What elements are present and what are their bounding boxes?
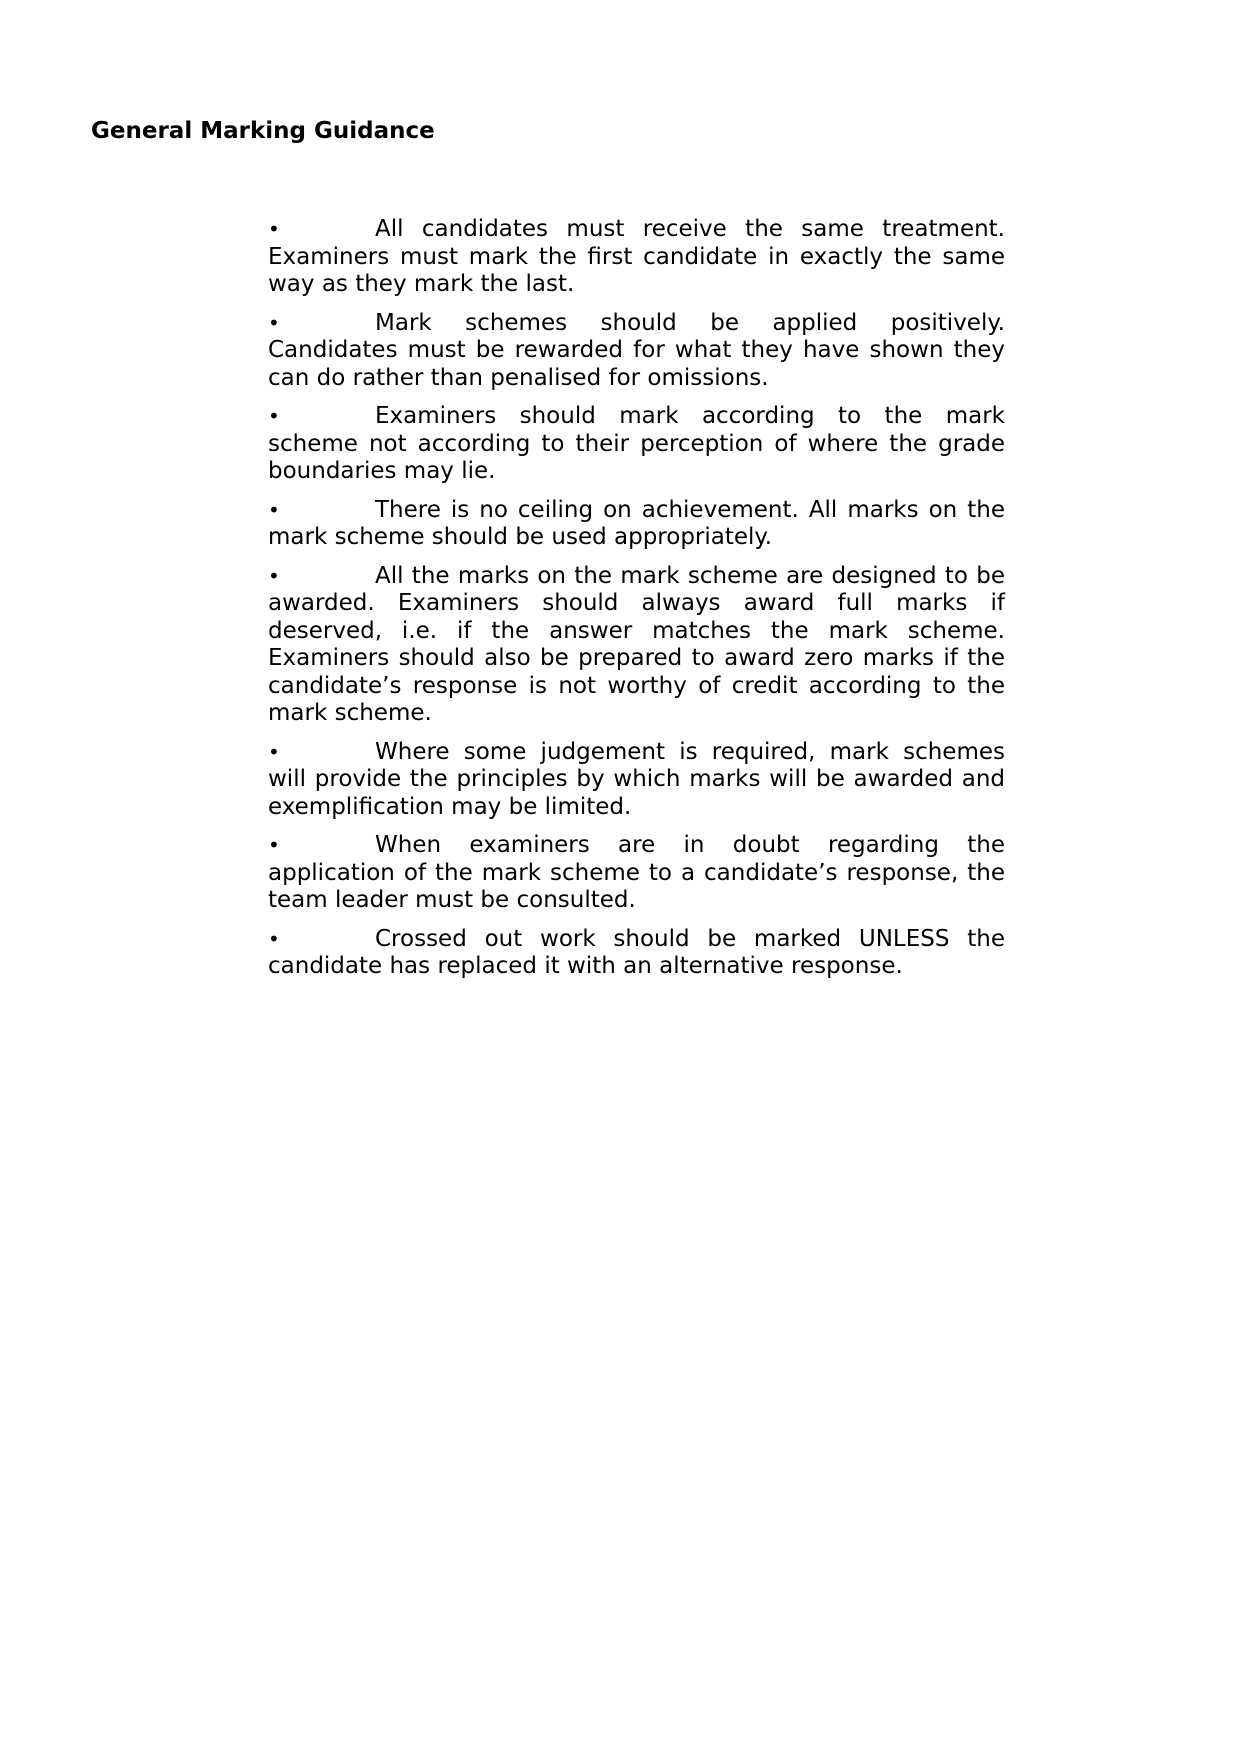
bullet-icon: • (268, 497, 280, 522)
bullet-icon: • (268, 833, 280, 857)
guidance-text: All candidates must receive the same treatment. Examiners must mark the first candidate in exactly the same way as they mark the last. (268, 216, 1005, 297)
guidance-text: Where some judgement is required, mark schemes will provide the principles by which marks will be awarded and exemplification may be limited. (268, 738, 1005, 820)
guidance-text: When examiners are in doubt regarding the application of the mark scheme to a candidate’s response, the team leader must be consulted. (268, 832, 1005, 913)
bullet-icon: • (268, 404, 280, 428)
bullet-icon: • (268, 926, 280, 951)
bullet-icon: • (268, 563, 280, 588)
guidance-text: There is no ceiling on achievement. All marks on the mark scheme should be used appropriately. (268, 496, 1005, 550)
bullet-icon: • (268, 310, 280, 335)
guidance-item (268, 739, 1005, 822)
guidance-item (268, 926, 1005, 981)
guidance-item (268, 403, 1005, 486)
guidance-text: Examiners should mark according to the mark scheme not according to their perception of where the grade boundaries may lie. (268, 403, 1005, 484)
guidance-text: All the marks on the mark scheme are designed to be awarded. Examiners should always award full marks if deserved, i.e. if the answer matches the mark scheme. Examiners should also be prepared to award zero marks if the candidate’s response is not worthy of credit according to the mark scheme. (268, 562, 1005, 726)
guidance-item (268, 216, 1005, 299)
guidance-item (268, 497, 1005, 552)
bullet-icon: • (268, 739, 280, 764)
page-title: General Marking Guidance (91, 118, 435, 144)
guidance-item (268, 563, 1005, 728)
guidance-text: Crossed out work should be marked UNLESS the candidate has replaced it with an alternative response. (268, 925, 1005, 979)
bullet-icon: • (268, 217, 280, 241)
guidance-list (268, 216, 1005, 992)
guidance-text: Mark schemes should be applied positively. Candidates must be rewarded for what they have shown they can do rather than penalised for omissions. (268, 309, 1005, 391)
guidance-item (268, 832, 1005, 915)
guidance-item (268, 310, 1005, 393)
